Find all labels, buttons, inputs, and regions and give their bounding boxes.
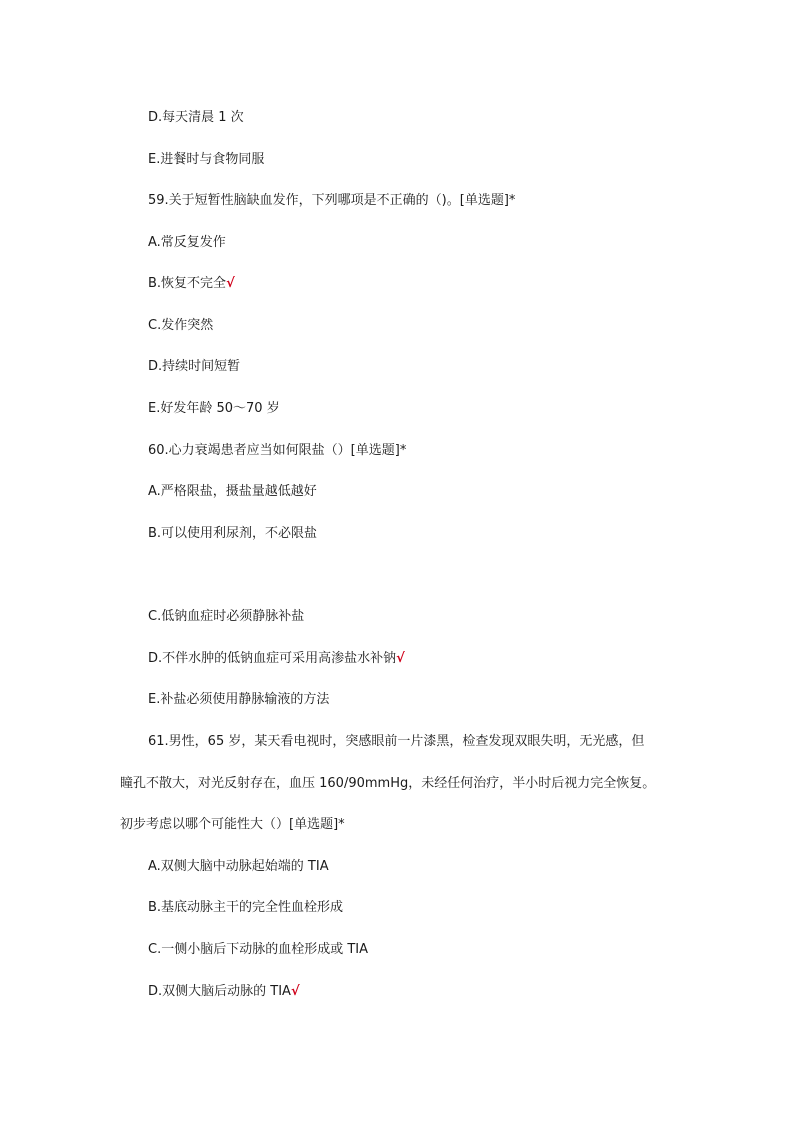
option-e-q60: E.补盐必须使用静脉输液的方法 <box>148 692 330 707</box>
option-d-q58: D.每天清晨 1 次 <box>148 110 244 125</box>
correct-check-icon: √ <box>290 984 300 999</box>
option-c-q59: C.发作突然 <box>148 318 214 333</box>
question-60: 60.心力衰竭患者应当如何限盐（）[单选题]* <box>148 443 407 458</box>
option-e-q59: E.好发年龄 50～70 岁 <box>148 401 280 416</box>
correct-check-icon: √ <box>396 651 405 666</box>
option-e-q58: E.进餐时与食物同服 <box>148 152 265 167</box>
option-a-q60: A.严格限盐，摄盐量越低越好 <box>148 484 317 499</box>
option-a-q59: A.常反复发作 <box>148 235 226 250</box>
option-c-q61: C.一侧小脑后下动脉的血栓形成或 TIA <box>148 942 369 957</box>
option-c-q60: C.低钠血症时必须静脉补盐 <box>148 609 305 624</box>
option-b-q61: B.基底动脉主干的完全性血栓形成 <box>148 900 344 915</box>
question-59: 59.关于短暂性脑缺血发作，下列哪项是不正确的（)。[单选题]* <box>148 193 516 208</box>
question-61-line-2: 瞳孔不散大，对光反射存在，血压 160/90mmHg，未经任何治疗，半小时后视力完全恢复。 <box>120 776 656 791</box>
question-61-line-1: 61.男性，65 岁，某天看电视时，突感眼前一片漆黑，检查发现双眼失明，无光感，但 <box>148 734 645 749</box>
option-b-q59: B.恢复不完全√ <box>148 276 235 291</box>
correct-check-icon: √ <box>226 276 235 291</box>
option-a-q61: A.双侧大脑中动脉起始端的 TIA <box>148 859 329 874</box>
option-d-q61: D.双侧大脑后动脉的 TIA√ <box>148 984 300 999</box>
option-d-q60: D.不伴水肿的低钠血症可采用高渗盐水补钠√ <box>148 651 405 666</box>
option-d-q59: D.持续时间短暂 <box>148 359 241 374</box>
question-61-line-3: 初步考虑以哪个可能性大（）[单选题]* <box>120 817 345 832</box>
option-b-q60: B.可以使用利尿剂，不必限盐 <box>148 526 318 541</box>
